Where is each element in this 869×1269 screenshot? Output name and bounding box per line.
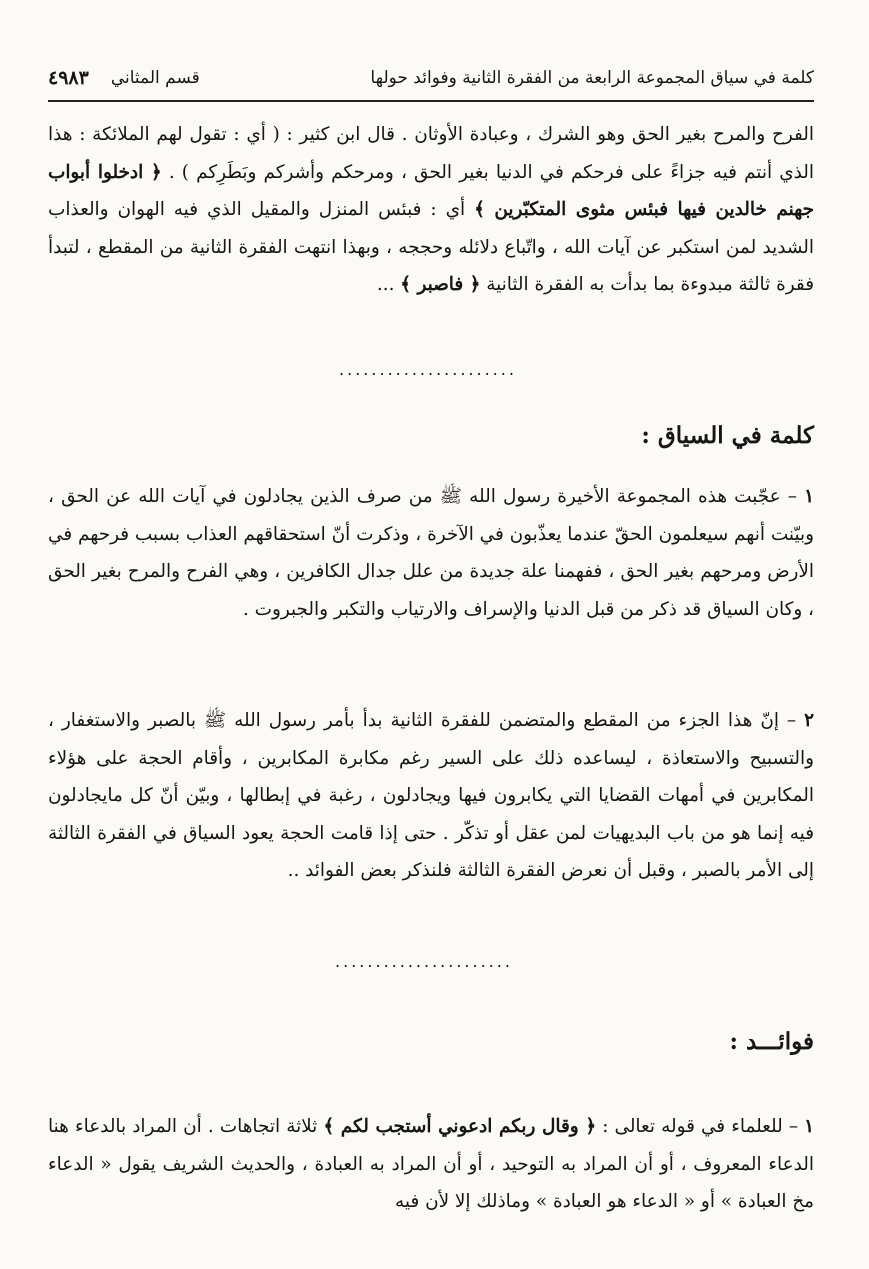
section-heading-fawaid: فوائـــد : bbox=[729, 1028, 814, 1055]
quran-quote: ﴿ فاصبر ﴾ bbox=[400, 274, 481, 295]
fawaid-paragraph-1 bbox=[48, 1108, 814, 1221]
header-section: قسم المثاني bbox=[110, 68, 200, 88]
section-heading-siyaq: كلمة في السياق : bbox=[641, 422, 814, 449]
section-divider: ...................... bbox=[339, 360, 517, 379]
running-header bbox=[48, 58, 814, 98]
paragraph-number: ١ bbox=[804, 486, 814, 507]
text-segment: ثلاثة اتجاهات . أن المراد بالدعاء هنا الدعاء المعروف ، أو أن المراد به التوحيد ، أو أن المراد به العبادة ، والحديث الشريف يقول « الدعاء مخ العبادة » أو « الدعاء هو العبادة » وماذلك إلا لأن فيه bbox=[48, 1116, 814, 1212]
text-segment: أي : فبئس المنزل والمقيل الذي فيه الهوان والعذاب الشديد لمن استكبر عن آيات الله ، واتّباع دلائله وحججه ، وبهذا انتهت الفقرة الثانية من المقطع ، لتبدأ فقرة ثالثة مبدوءة بما بدأت به الفقرة الثانية bbox=[48, 199, 814, 295]
paragraph-number: ١ bbox=[804, 1116, 815, 1137]
quran-quote: ﴿ ادخلوا أبواب جهنم خالدين فيها فبئس مثوى المتكبّرين ﴾ bbox=[48, 161, 814, 220]
paragraph-text: – عجّبت هذه المجموعة الأخيرة رسول الله ﷺ من صرف الذين يجادلون في آيات الله عن الحق ، وبيّنت أنهم سيعلمون الحقّ عندما يعذّبون في الآخرة ، وذكرت أنّ استحقاقهم العذاب بسبب فرحهم في الأرض ومرحهم بغير الحق ، ففهمنا علة جديدة من علل جدال الكافرين ، وهي الفرح والمرح بغير الحق ، وكان السياق قد ذكر من قبل الدنيا والإسراف والارتياب والتكبر والجبروت . bbox=[48, 486, 814, 620]
siyaq-paragraph-1 bbox=[48, 478, 814, 628]
section-divider: ...................... bbox=[335, 952, 513, 971]
header-rule bbox=[48, 100, 814, 102]
quran-quote: ﴿ وقال ربكم ادعوني أستجب لكم ﴾ bbox=[323, 1116, 597, 1137]
paragraph-text: – إنّ هذا الجزء من المقطع والمتضمن للفقرة الثانية بدأ بأمر رسول الله ﷺ بالصبر والاستغفار ، والتسبيح والاستعاذة ، ليساعده ذلك على السير رغم مكابرة المكابرين ، وأقام الحجة على هؤلاء المكابرين في أمهات القضايا التي يكابرون فيها ويجادلون ، رغبة في إبطالها ، وبيّن أنّ كل مايجادلون فيه إنما هو من باب البديهيات لمن عقل أو تذكّر . حتى إذا قامت الحجة يعود السياق في الفقرة الثالثة إلى الأمر بالصبر ، وقبل أن نعرض الفقرة الثالثة فلنذكر بعض الفوائد .. bbox=[48, 710, 814, 881]
paragraph-continuation bbox=[48, 116, 814, 304]
text-segment: ... bbox=[376, 274, 401, 295]
text-segment: – للعلماء في قوله تعالى : bbox=[596, 1116, 805, 1137]
paragraph-number: ٢ bbox=[804, 710, 814, 731]
siyaq-paragraph-2 bbox=[48, 702, 814, 890]
page-number: ٤٩٨٣ bbox=[48, 67, 89, 89]
text-segment: الفرح والمرح بغير الحق وهو الشرك ، وعبادة الأوثان . قال ابن كثير : ( أي : تقول لهم الملائكة : هذا الذي أنتم فيه جزاءً على فرحكم في الدنيا بغير الحق ، ومرحكم وأشركم وبَطَرِكم ) . bbox=[48, 124, 814, 183]
header-meta bbox=[48, 67, 200, 89]
header-title: كلمة في سياق المجموعة الرابعة من الفقرة الثانية وفوائد حولها bbox=[370, 68, 814, 88]
